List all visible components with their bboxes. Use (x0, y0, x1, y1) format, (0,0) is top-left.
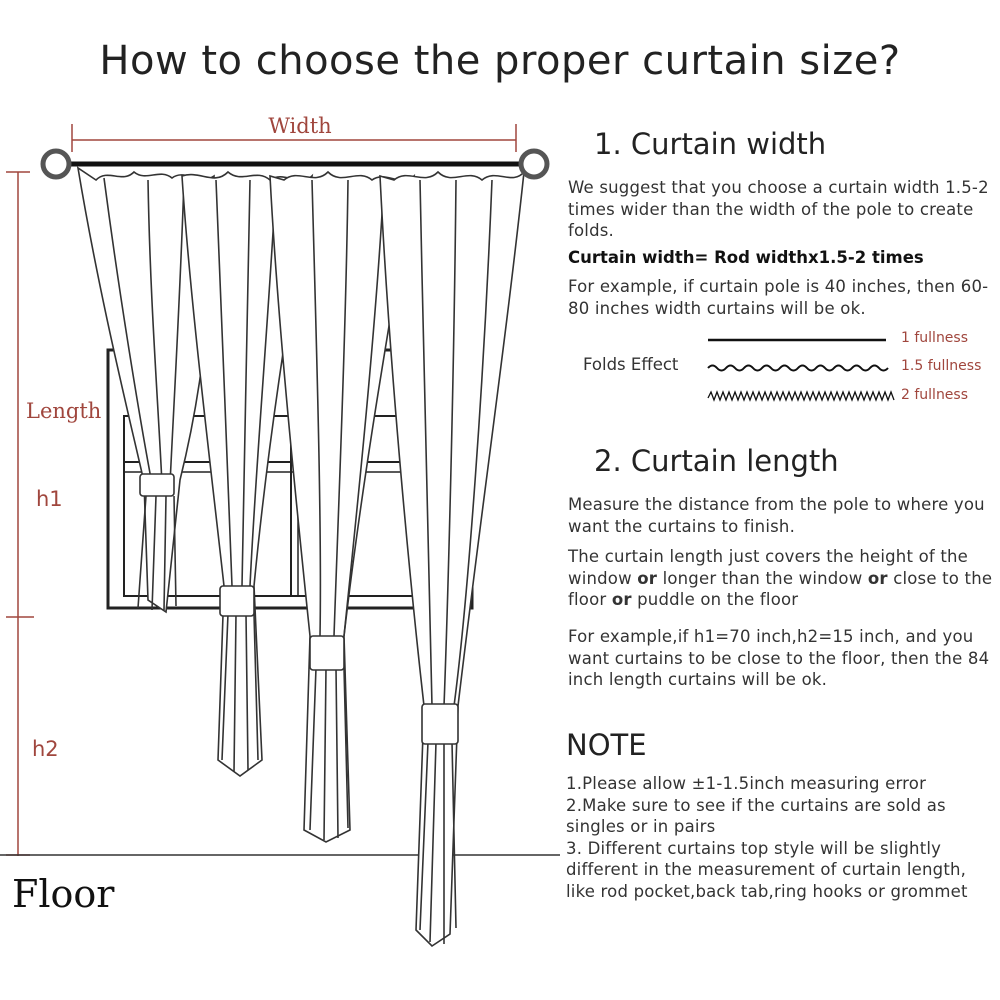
fold-label-1-5: 1.5 fullness (901, 358, 982, 374)
length-dimension (6, 172, 34, 856)
h1-label: h1 (36, 487, 63, 511)
section2-heading: 2. Curtain length (594, 444, 839, 478)
or-emphasis: or (611, 590, 632, 609)
fold-label-1: 1 fullness (901, 330, 969, 346)
fold-label-2: 2 fullness (901, 387, 969, 403)
section1-heading: 1. Curtain width (594, 127, 827, 161)
text-part: close to the floor (568, 568, 993, 609)
width-label: Width (268, 114, 332, 138)
length-label: Length (26, 399, 102, 423)
text-part: longer than the window (657, 568, 868, 588)
note-item: 3. Different curtains top style will be slightly different in the measurement of curtain length, like rod pocket,back tab,ring hooks or grommet (566, 838, 968, 901)
fold-line-1-5 (708, 366, 888, 371)
folds-effect-illustration (700, 328, 900, 408)
note-item: 2.Make sure to see if the curtains are sold as singles or in pairs (566, 795, 946, 836)
h2-label: h2 (32, 737, 59, 761)
section2-paragraph-2 (568, 546, 1000, 611)
section2-paragraph-3: For example,if h1=70 inch,h2=15 inch, and you want curtains to be close to the floor, then the 84 inch length curtains will be ok. (568, 627, 990, 689)
section2-paragraph-1: Measure the distance from the pole to where you want the curtains to finish. (568, 495, 985, 536)
note-item: 1.Please allow ±1-1.5inch measuring error (566, 774, 927, 793)
curtain-diagram (0, 100, 560, 960)
note-list (566, 773, 1000, 902)
section1-paragraph-2: For example, if curtain pole is 40 inches, then 60-80 inches width curtains will be ok. (568, 277, 989, 318)
page-title: How to choose the proper curtain size? (99, 38, 901, 84)
or-emphasis: or (637, 568, 658, 588)
folds-effect-label: Folds Effect (583, 355, 679, 374)
width-formula: Curtain width= Rod widthx1.5-2 times (568, 248, 924, 267)
rod-ring-left (43, 151, 69, 177)
curtain-panel-4 (380, 172, 524, 946)
rod-ring-right (521, 151, 547, 177)
text-part: The curtain length just covers the height of the window (568, 547, 969, 588)
note-heading: NOTE (566, 728, 647, 762)
text-part: puddle on the floor (631, 590, 799, 609)
fold-line-2 (708, 392, 894, 400)
or-emphasis: or (867, 568, 888, 588)
floor-label: Floor (12, 872, 115, 916)
section1-paragraph-1: We suggest that you choose a curtain width 1.5-2 times wider than the width of the pole to create folds. (568, 178, 989, 240)
